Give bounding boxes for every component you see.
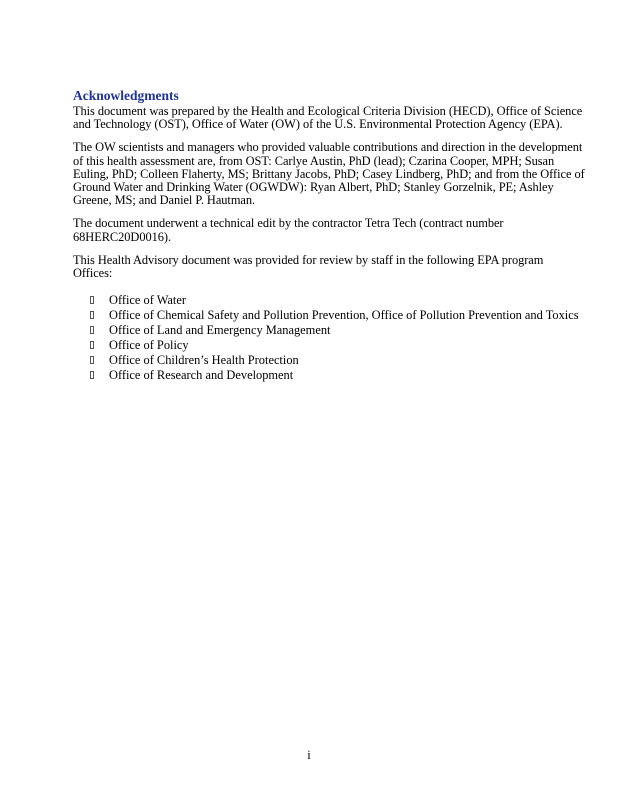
paragraph-prepared-by: This document was prepared by the Health and Ecological Criteria Division (HECD), Office of Science and Technology (OST), Office of Water (OW) of the U.S. Environmental Protection Agency (EPA). [73,104,583,132]
list-item [73,354,585,368]
list-item [73,309,585,323]
list-item [73,339,585,353]
office-name: Office of Water [109,293,186,308]
office-name: Office of Chemical Safety and Pollution Prevention, Office of Pollution Prevention and Toxics [109,308,579,323]
office-list [73,294,585,383]
section-heading: Acknowledgments [73,88,179,103]
bullet-icon [90,296,94,304]
bullet-icon [90,341,94,349]
list-item [73,294,585,308]
paragraph-contributors: The OW scientists and managers who provided valuable contributions and direction in the development of this health assessment are, from OST: Carlye Austin, PhD (lead); Czarina Cooper, MPH; Susan Euling, PhD; Colleen Flaherty, MS; Brittany Jacobs, PhD; Casey Lindberg, PhD; and from the Office of Ground Water and Drinking Water (OGWDW): Ryan Albert, PhD; Stanley Gorzelnik, PE; Ashley Greene, MS; and Daniel P. Hautman. [73,140,585,208]
bullet-icon [90,326,94,334]
office-name: Office of Children’s Health Protection [109,353,299,368]
bullet-icon [90,371,94,379]
office-name: Office of Land and Emergency Management [109,323,331,338]
office-name: Office of Policy [109,338,189,353]
page-number: i [307,748,311,762]
bullet-icon [90,356,94,364]
office-name: Office of Research and Development [109,368,294,383]
list-item [73,369,585,383]
bullet-icon [90,311,94,319]
paragraph-technical-edit: The document underwent a technical edit by the contractor Tetra Tech (contract number 68HERC20D0016). [73,216,504,244]
page-content [73,87,585,384]
list-item [73,324,585,338]
paragraph-review: This Health Advisory document was provided for review by staff in the following EPA program Offices: [73,252,544,281]
